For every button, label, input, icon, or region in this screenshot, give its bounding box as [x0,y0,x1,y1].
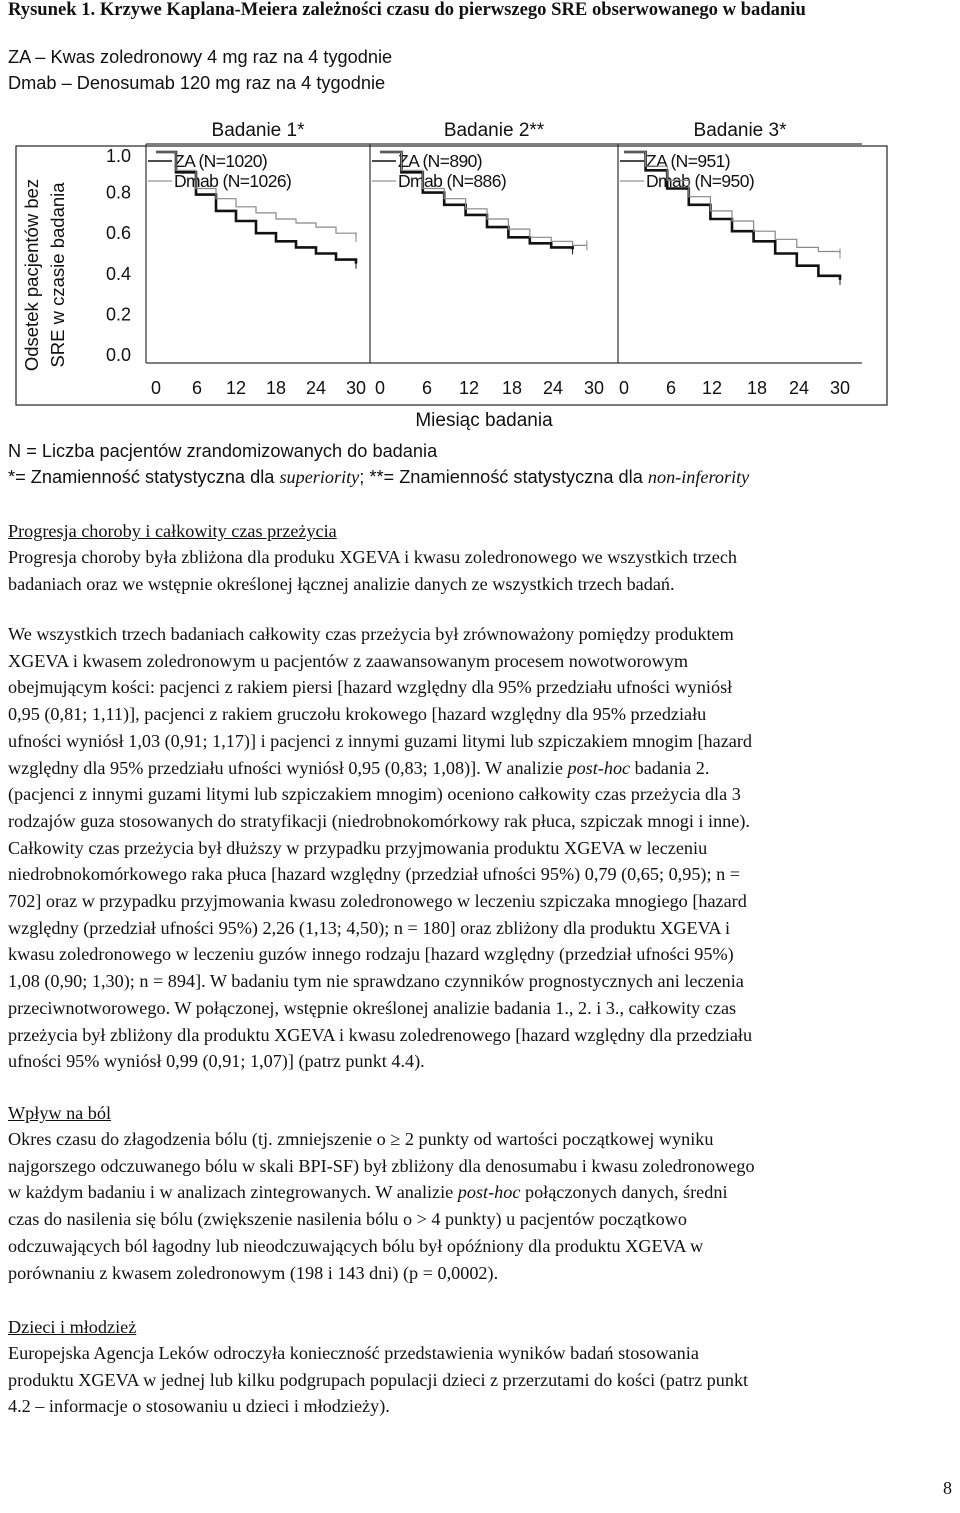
panel-2 [370,120,618,398]
chart-panels [146,120,862,398]
y-tick-label: 0.8 [106,182,132,203]
y-axis-label-line: SRE w czasie badania [47,182,68,368]
paragraph-line: 1,08 (0,90; 1,30); n = 894]. W badaniu tym nie sprawdzano czynników prognostycznych ani leczenia [8,971,744,992]
panel-3 [618,120,862,398]
legend-entry: Dmab (N=1026) [174,171,292,191]
y-tick-label: 0.0 [106,345,132,365]
panel-title: Badanie 1* [211,120,305,141]
kaplan-meier-chart [0,110,960,432]
paragraph-line: 702] oraz w przypadku przyjmowania kwasu zoledronowego w leczeniu szpiczaka mnogiego [hazard [8,891,747,911]
legend-entry: Dmab (N=886) [398,171,507,191]
y-tick-label: 1.0 [106,146,132,166]
legend-entry: Dmab (N=950) [646,171,755,191]
footnote-n: N = Liczba pacjentów zrandomizowanych do badania [8,441,438,461]
section-heading: Wpływ na ból [8,1103,112,1123]
legend-line-dmab: Dmab – Denosumab 120 mg raz na 4 tygodnie [8,73,386,93]
y-tick-label: 0.2 [106,304,132,325]
x-tick-label: 0 [374,378,386,398]
x-tick-label: 12 [701,378,723,398]
x-tick-label: 18 [265,378,287,398]
panel-title: Badanie 3* [693,120,787,141]
paragraph-line: w każdym badaniu i w analizach zintegrowanych. W analizie post-hoc połączonych danych, średni [8,1182,728,1203]
panel-title: Badanie 2** [443,120,545,141]
paragraph-line: niedrobnokomórkowego raka płuca [hazard względny (przedział ufności 95%) 0,79 (0,65; 0,95); n = [8,864,740,885]
x-tick-label: 24 [542,378,564,398]
paragraph-line: XGEVA i kwasem zoledronowym u pacjentów z zaawansowanym procesem nowotworowym [8,650,689,671]
x-tick-label: 6 [665,378,677,398]
paragraph-line: Europejska Agencja Leków odroczyła konieczność przedstawienia wyników badań stosowania [8,1343,699,1363]
x-tick-label: 24 [305,378,327,398]
section-heading: Dzieci i młodzież [8,1317,137,1337]
paragraph-line: czas do nasilenia się bólu (zwiększenie nasilenia bólu o > 4 punkty) u pacjentów początkowo [8,1209,687,1230]
footnote-sig-a-em: superiority [279,467,360,487]
x-tick-label: 12 [225,378,247,398]
x-tick-label: 30 [345,378,367,398]
y-axis-ticks [106,146,131,365]
section-heading: Progresja choroby i całkowity czas przeżycia [8,521,337,541]
legend-entry: ZA (N=890) [398,151,482,171]
paragraph-line: We wszystkich trzech badaniach całkowity czas przeżycia był zrównoważony pomiędzy produktem [8,624,734,644]
paragraph-line: Całkowity czas przeżycia był dłuższy w przypadku przyjmowania produktu XGEVA w leczeniu [8,837,708,858]
y-tick-label: 0.4 [106,263,132,284]
y-axis-label [21,179,68,371]
x-tick-label: 0 [618,378,630,398]
legend-line-za: ZA – Kwas zoledronowy 4 mg raz na 4 tygodnie [8,47,393,67]
paragraph-line: badaniach oraz we wstępnie określonej łącznej analizie danych ze wszystkich trzech badań. [8,573,675,594]
paragraph-line: 4.2 – informacje o stosowaniu u dzieci i młodzieży). [8,1396,390,1417]
x-tick-label: 30 [583,378,605,398]
y-tick-label: 0.6 [106,223,132,244]
page-number: 8 [943,1478,952,1498]
x-tick-label: 12 [458,378,480,398]
paragraph-line: względny (przedział ufności 95%) 2,26 (1,13; 4,50); n = 180] oraz zbliżony dla produktu XGEVA i [8,917,731,938]
x-tick-label: 24 [788,378,810,398]
paragraph-line: rodzajów guza stosowanych do stratyfikacji (niedrobnokomórkowy rak płuca, szpiczak mnogi i inne). [8,810,750,831]
legend-entry: ZA (N=1020) [174,151,268,171]
x-tick-label: 18 [746,378,768,398]
footnote-sig-a: *= Znamienność statystyczna dla [8,467,280,487]
paragraph-line: najgorszego odczuwanego bólu w skali BPI-SF) był zbliżony dla denosumabu i kwasu zoledronowego [8,1155,755,1176]
legend-entry: ZA (N=951) [646,151,730,171]
paragraph-line: ufności wyniósł 1,03 (0,91; 1,17)] i pacjenci z innymi guzami litymi lub szpiczakiem mnogim [hazard [8,730,753,751]
paragraph-line: kwasu zoledronowego w leczeniu guzów innego rodzaju [hazard względny (przedział ufności 95%) [8,944,734,965]
paragraph-line: ufności 95% wyniósł 0,99 (0,91; 1,07)] (patrz punkt 4.4). [8,1051,425,1072]
paragraph-line: przeżycia był zbliżony dla produktu XGEVA i kwasu zoledrenowego [hazard względny dla przedziału [8,1024,753,1045]
paragraph-line: przeciwnotworowego. W połączonej, wstępnie określonej analizie badania 1., 2. i 3., całkowity czas [8,997,737,1018]
paragraph-line: odczuwających ból łagodny lub nieodczuwających bólu był opóźniony dla produktu XGEVA w [8,1235,704,1256]
paragraph-line: porównaniu z kwasem zoledronowym (198 i 143 dni) (p = 0,0002). [8,1262,499,1283]
paragraph-line: 0,95 (0,81; 1,11)], pacjenci z rakiem gruczołu krokowego [hazard względny dla 95% przedziału [8,704,707,725]
paragraph-line: produktu XGEVA w jednej lub kilku podgrupach populacji dzieci z przerzutami do kości (patrz punkt [8,1369,749,1390]
footnote-sig-b: ; **= Znamienność statystyczna dla [359,467,648,487]
paragraph-line: (pacjenci z innymi guzami litymi lub szpiczakiem mnogim) oceniono całkowity czas przeżycia dla 3 [8,784,741,805]
paragraph-line: względny dla 95% przedziału ufności wyniósł 0,95 (0,83; 1,08)]. W analizie post-hoc badania 2. [8,757,710,778]
panel-1 [146,120,370,398]
paragraph-line: obejmującym kości: pacjenci z rakiem piersi [hazard względny dla 95% przedziału ufności wyniósł [8,677,733,698]
x-tick-label: 0 [150,378,162,398]
footnote-significance [8,464,749,491]
x-tick-label: 6 [191,378,203,398]
x-tick-label: 30 [829,378,851,398]
paragraph-line: Progresja choroby była zbliżona dla produku XGEVA i kwasu zoledronowego we wszystkich trzech [8,547,737,567]
paragraph-line: Okres czasu do złagodzenia bólu (tj. zmniejszenie o ≥ 2 punkty od wartości początkowej wyniku [8,1129,714,1149]
footnote-sig-b-em: non-inferority [647,467,750,487]
x-axis-label: Miesiąc badania [415,410,553,431]
figure-caption: Rysunek 1. Krzywe Kaplana-Meiera zależności czasu do pierwszego SRE obserwowanego w badaniu [8,0,806,20]
y-axis-label-line: Odsetek pacjentów bez [21,178,42,372]
x-tick-label: 18 [501,378,523,398]
x-tick-label: 6 [421,378,433,398]
